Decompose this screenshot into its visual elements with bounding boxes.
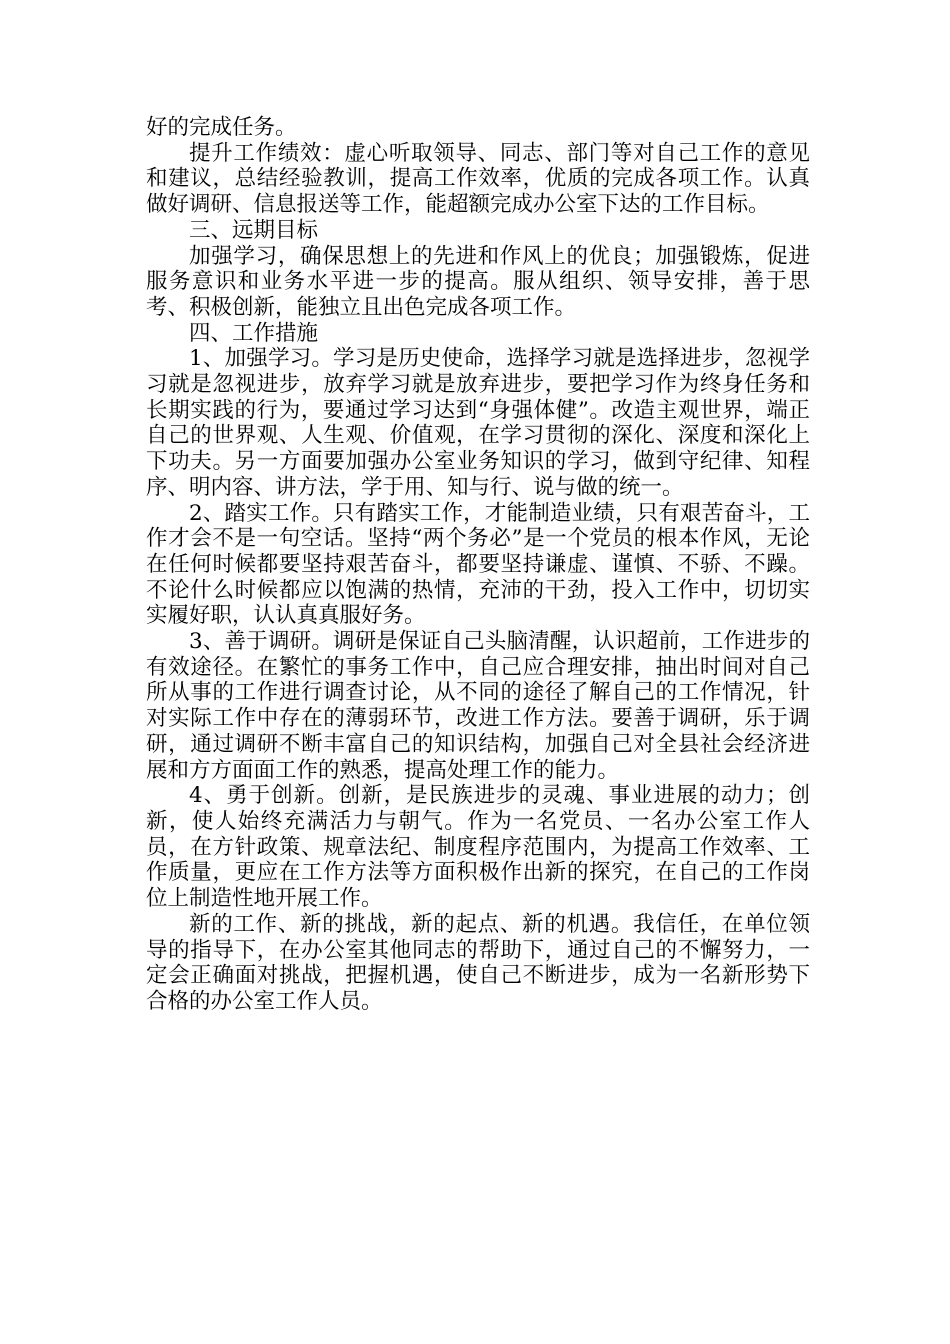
paragraph-measure-4-innovation: 4、勇于创新。创新，是民族进步的灵魂、事业进展的动力；创新，使人始终充满活力与朝气。作为一名党员、一名办公室工作人员，在方针政策、规章法纪、制度程序范围内，为提高工作效率、工作质量，更应在工作方法等方面积极作出新的探究，在自己的工作岗位上制造性地开展工作。 bbox=[146, 783, 810, 912]
paragraph-measure-3-research: 3、善于调研。调研是保证自己头脑清醒，认识超前，工作进步的有效途径。在繁忙的事务工作中，自己应合理安排，抽出时间对自己所从事的工作进行调查讨论，从不同的途径了解自己的工作情况，针对实际工作中存在的薄弱环节，改进工作方法。要善于调研，乐于调研，通过调研不断丰富自己的知识结构，加强自己对全县社会经济进展和方方面面工作的熟悉，提高处理工作的能力。 bbox=[146, 629, 810, 783]
heading-work-measures: 四、工作措施 bbox=[189, 320, 319, 346]
document-body bbox=[146, 115, 810, 1015]
paragraph-long-term-goals: 加强学习，确保思想上的先进和作风上的优良；加强锻炼，促进服务意识和业务水平进一步的提高。服从组织、领导安排，善于思考、积极创新，能独立且出色完成各项工作。 bbox=[146, 243, 810, 320]
paragraph-measure-1-study: 1、加强学习。学习是历史使命，选择学习就是选择进步，忽视学习就是忽视进步，放弃学习就是放弃进步，要把学习作为终身任务和长期实践的行为，要通过学习达到“身强体健”。改造主观世界，端正自己的世界观、人生观、价值观，在学习贯彻的深化、深度和深化上下功夫。另一方面要加强办公室业务知识的学习，做到守纪律、知程序、明内容、讲方法，学于用、知与行、说与做的统一。 bbox=[146, 346, 810, 500]
paragraph-improve-performance: 提升工作绩效：虚心听取领导、同志、部门等对自己工作的意见和建议，总结经验教训，提高工作效率，优质的完成各项工作。认真做好调研、信息报送等工作，能超额完成办公室下达的工作目标。 bbox=[146, 140, 810, 218]
paragraph-conclusion: 新的工作、新的挑战，新的起点、新的机遇。我信任，在单位领导的指导下，在办公室其他同志的帮助下，通过自己的不懈努力，一定会正确面对挑战，把握机遇，使自己不断进步，成为一名新形势下合格的办公室工作人员。 bbox=[146, 911, 810, 1014]
paragraph-measure-2-work: 2、踏实工作。只有踏实工作，才能制造业绩，只有艰苦奋斗，工作才会不是一句空话。坚持“两个务必”是一个党员的根本作风，无论在任何时候都要坚持艰苦奋斗，都要坚持谦虚、谨慎、不骄、不躁。不论什么时候都应以饱满的热情，充沛的干劲，投入工作中，切切实实履好职，认认真真服好务。 bbox=[146, 500, 810, 629]
paragraph-continuation: 好的完成任务。 bbox=[146, 115, 297, 140]
heading-long-term-goals: 三、远期目标 bbox=[189, 217, 319, 243]
